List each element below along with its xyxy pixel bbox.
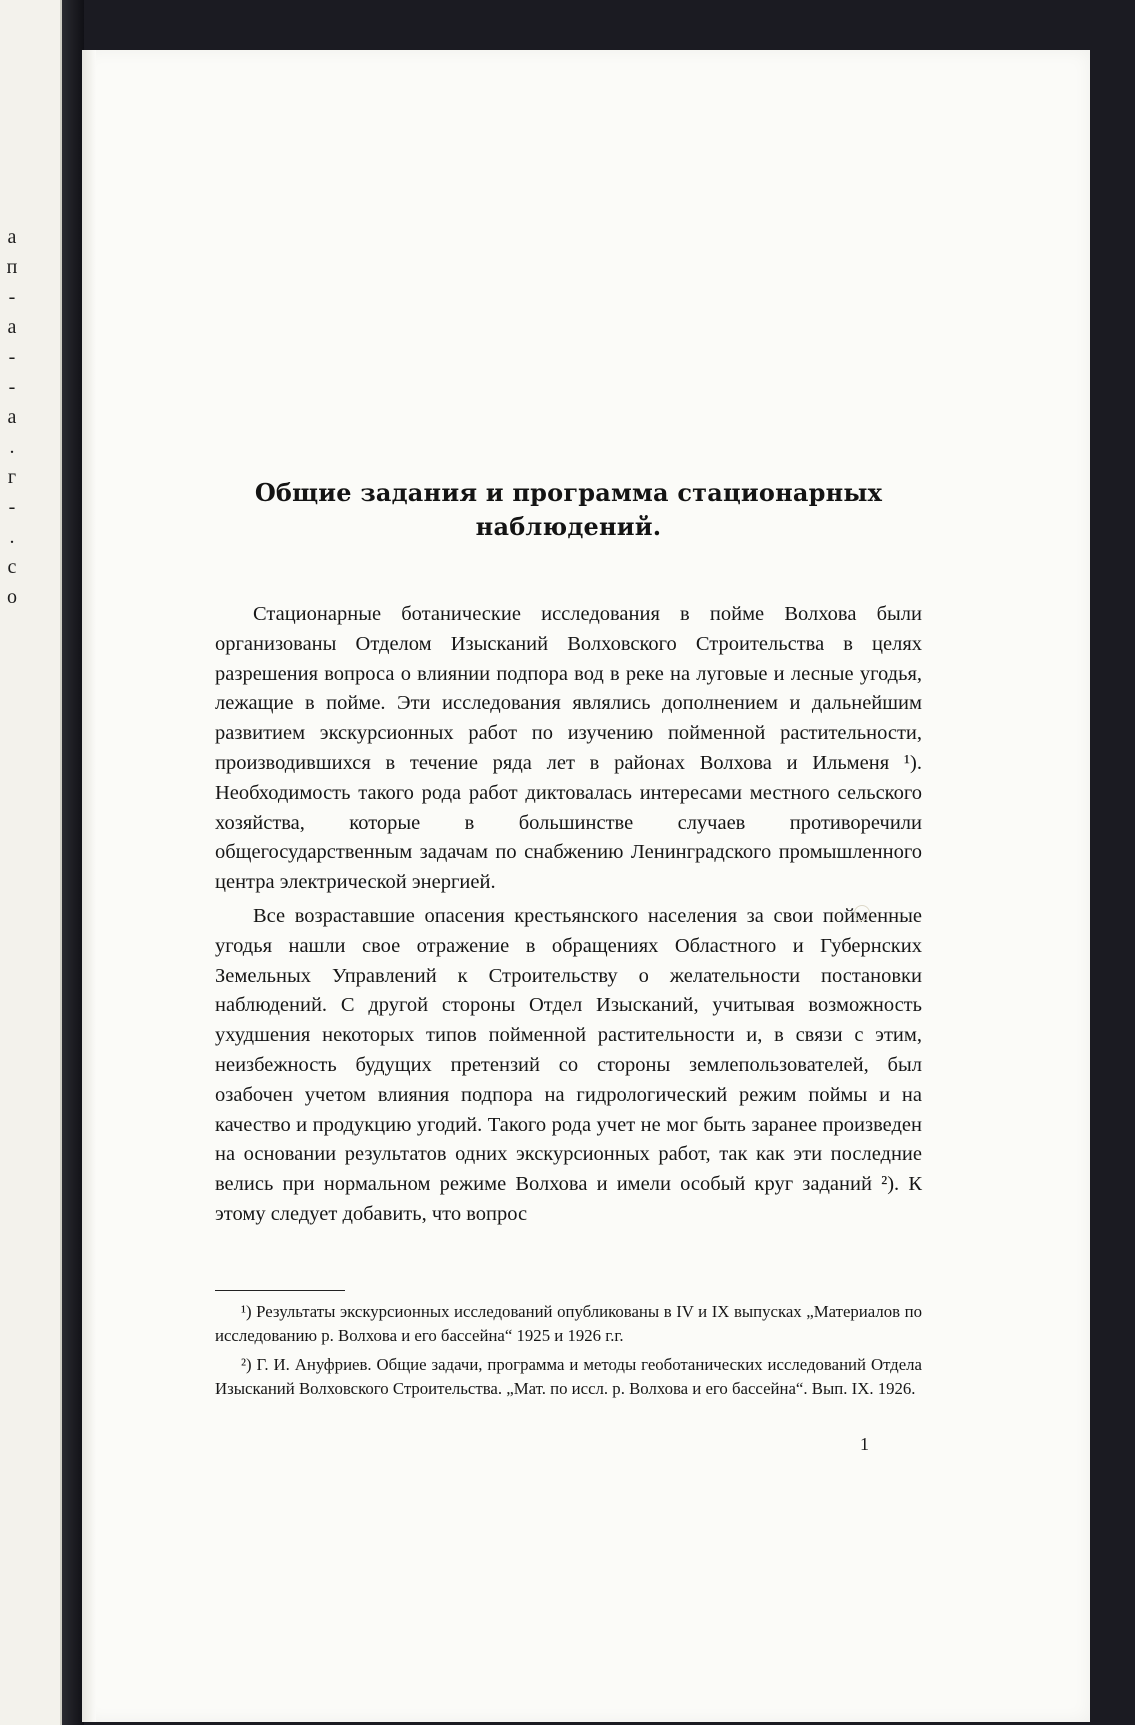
left-page-letter: - (8, 496, 16, 518)
left-page-letter: а (7, 226, 17, 248)
document-page (82, 50, 1090, 1722)
left-page-letter: . (9, 526, 15, 548)
footnote: ¹) Результаты экскурсионных исследований опубликованы в IV и IX выпусках „Материалов по исследованию р. Волхова и его бассейна“ 1925 и 1926 г.г. (215, 1302, 922, 1345)
footnotes (215, 1300, 922, 1401)
left-page-letter: с (7, 556, 17, 578)
left-page-letter: о (7, 586, 17, 608)
left-page-edge (0, 0, 62, 1725)
left-page-letter: - (8, 346, 16, 368)
left-page-letters (5, 222, 19, 612)
body-text (215, 600, 922, 1230)
left-page-letter: - (8, 286, 16, 308)
footnote: ²) Г. И. Ануфриев. Общие задачи, программа и методы геоботанических исследований Отдела Изысканий Волховского Строительства. „Мат. по иссл. р. Волхова и его бассейна“. Вып. IX. 1926. (215, 1355, 922, 1398)
footnote-rule (215, 1290, 345, 1291)
section-heading: Общие задания и программа стационарных наблюдений. (254, 478, 883, 542)
left-page-letter: а (7, 316, 17, 338)
paper-spot (854, 905, 870, 921)
left-page-letter: - (8, 376, 16, 398)
left-page-letter: а (7, 406, 17, 428)
book-gutter (62, 0, 84, 1725)
page-fold-shadow (82, 50, 96, 1722)
page-number: 1 (860, 1434, 869, 1454)
paragraph: Все возраставшие опасения крестьянского населения за свои пойменные угодья нашли свое отражение в обращениях Областного и Губернских Земельных Управлений к Строительству о желательности постановки наблюдений. С другой стороны Отдел Изысканий, учитывая возможность ухудшения некоторых типов пойменной растительности и, в связи с этим, неизбежность будущих претензий со стороны землепользователей, был озабочен учетом влияния подпора на гидрологический режим поймы и на качество и продукцию угодий. Такого рода учет не мог быть заранее произведен на основании результатов одних экскурсионных работ, так как эти последние велись при нормальном режиме Волхова и имели особый круг заданий ²). К этому следует добавить, что вопрос (215, 904, 922, 1225)
left-page-letter: п (6, 256, 18, 278)
left-page-letter: . (9, 436, 15, 458)
paragraph: Стационарные ботанические исследования в пойме Волхова были организованы Отделом Изысканий Волховского Строительства в целях разрешения вопроса о влиянии подпора вод в реке на луговые и лесные угодья, лежащие в пойме. Эти исследования являлись дополнением и дальнейшим развитием экскурсионных работ по изучению пойменной растительности, производившихся в течение ряда лет в районах Волхова и Ильменя ¹). Необходимость такого рода работ диктовалась интересами местного сельского хозяйства, которые в большинстве случаев противоречили общегосударственным задачам по снабжению Ленинградского промышленного центра электрической энергией. (215, 603, 922, 894)
left-page-letter: г (7, 466, 17, 488)
